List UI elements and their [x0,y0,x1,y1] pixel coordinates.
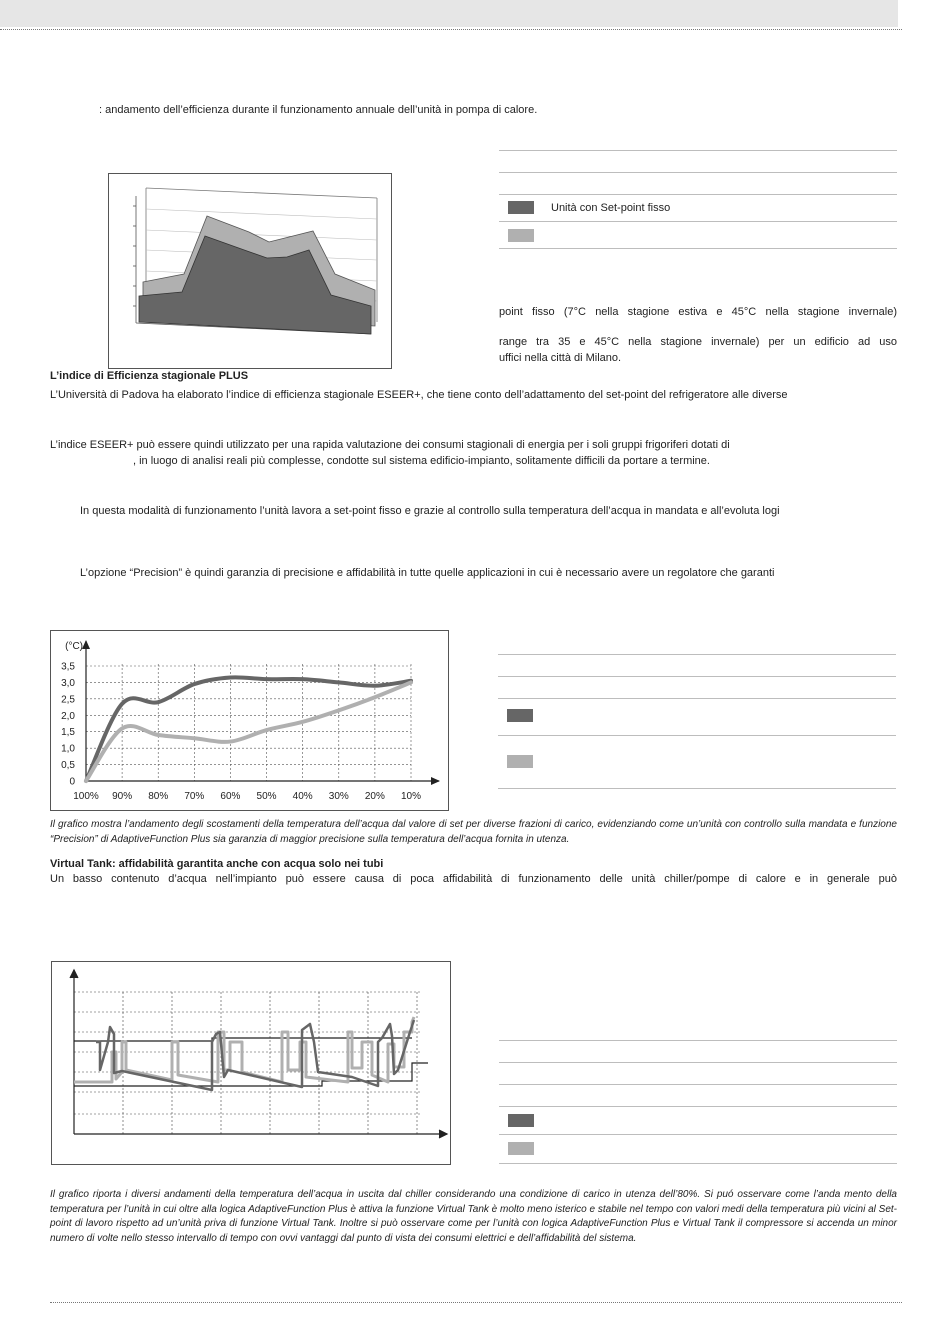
chart2-y-tick: 1,5 [61,727,75,739]
legend2-rule [498,735,896,736]
chart2-x-tick: 60% [220,791,241,802]
section1-para2-line2: , in luogo di analisi reali più complesse, condotte sul sistema edificio-impianto, solitamente difficili da portare a termine. [133,455,710,467]
section1-para3: In questa modalità di funzionamento l’unità lavora a set-point fisso e grazie al controllo sulla temperatura dell’acqua in mandata e all’evoluta logi [80,505,780,517]
legend3-rule [499,1106,897,1107]
chart2-x-arrow [431,777,440,785]
chart2-x-tick: 10% [400,791,422,802]
header-divider [0,29,902,30]
chart2-y-tick: 2,0 [61,710,75,722]
chart2-y-arrow [82,640,90,649]
section1-para1: L’Università di Padova ha elaborato l’indice di efficienza stagionale ESEER+, che tiene conto dell’adattamento del set-point del refrigeratore alle diverse [50,389,788,401]
legend1-rule [499,172,897,173]
chart2-x-tick: 40% [292,791,313,802]
chart2-y-tick: 2,5 [61,694,75,706]
chart3-dark-series [96,1020,414,1090]
legend2-rule [498,788,896,789]
virtual-tank-chart [51,961,451,1165]
intro-caption: : andamento dell’efficienza durante il funzionamento annuale dell’unità in pompa di calore. [99,104,538,116]
legend3-rule [499,1062,897,1063]
legend1-item1: Unità con Set-point fisso [551,202,671,214]
chart3-caption: Il grafico riporta i diversi andamenti della temperatura dell’acqua in uscita dal chiller considerando una condizione di carico in utenza dell’80%. Si puó osservare come l’anda mento della temperatura per l’unità in cui oltre alla logica AdaptiveFunction Plus è attiva la funzione Virtual Tank è molto meno isterico e stabile nel tempo con valori medi della temperatura più vicini al Set-point di lavoro rispetto ad un’unità priva di funzione Virtual Tank. Inoltre si può osservare come per l’unità con logica AdaptiveFunction Plus e Virtual Tank il compressore si accenda un minor numero di volte nello stesso intervallo di tempo con ovvi vantaggi dal punto di vista dei consumi elettrici e dell’affidabilità del sistema. [50,1189,897,1244]
section2-heading: Virtual Tank: affidabilità garantita anche con acqua solo nei tubi [50,858,384,870]
chart2-x-tick: 20% [364,791,385,802]
chart2-x-tick: 80% [148,791,169,802]
chart2-series-dark [86,677,411,781]
section1-heading: L’indice di Efficienza stagionale PLUS [50,370,249,382]
section1-para2-line1: L’indice ESEER+ può essere quindi utilizzato per una rapida valutazione dei consumi stagionali di energia per i soli gruppi frigoriferi dotati di [50,439,730,451]
legend3-rule [499,1163,897,1164]
legend2-rule [498,654,896,655]
chart2-caption: Il grafico mostra l’andamento degli scostamenti della temperatura dell’acqua dal valore di set per diverse frazioni di carico, evidenziando come un’unità con controllo sulla mandata e funzione “Precision” di AdaptiveFunction Plus sia garanzia di maggior precisione sulla temperatura dell’acqua fornita in utenza. [50,819,897,845]
legend3-light-swatch [508,1142,534,1155]
legend1-rule [499,248,897,249]
legend1-rule [499,221,897,222]
chart2-y-label: (°C) [65,641,83,652]
legend1-dark-swatch [508,201,534,214]
chart2-x-tick: 100% [73,791,99,802]
chart2-x-tick: 50% [256,791,277,802]
precision-line-chart [50,630,449,811]
chart2-y-tick: 3,0 [61,677,75,689]
legend2-light-swatch [507,755,533,768]
legend1-rule [499,150,897,151]
legend1-light-swatch [508,229,534,242]
section2-para1: Un basso contenuto d’acqua nell’impianto può essere causa di poca affidabilità di funzionamento delle unità chiller/pompe di calore e in generale può [50,873,897,885]
legend1-rule [499,194,897,195]
legend3-rule [499,1134,897,1135]
chart2-x-tick: 90% [112,791,133,802]
legend2-rule [498,698,896,699]
legend3-rule [499,1040,897,1041]
chart2-y-tick: 0 [69,776,75,788]
chart2-y-tick: 1,0 [61,743,75,755]
efficiency-area-chart [108,173,392,369]
side-text-line2: range tra 35 e 45°C nella stagione invernale) per un edificio ad uso [499,336,897,348]
chart2-x-tick: 30% [328,791,349,802]
legend2-rule [498,676,896,677]
side-text-line1: point fisso (7°C nella stagione estiva e 45°C nella stagione invernale) [499,306,897,318]
footer-divider [50,1302,902,1303]
side-text-line3: uffici nella città di Milano. [499,352,622,364]
legend3-dark-swatch [508,1114,534,1127]
legend2-dark-swatch [507,709,533,722]
chart2-y-tick: 3,5 [61,661,75,673]
legend3-rule [499,1084,897,1085]
chart2-x-tick: 70% [184,791,205,802]
page-header-bar [0,0,898,27]
section1-para4: L’opzione “Precision” è quindi garanzia di precisione e affidabilità in tutte quelle applicazioni in cui è necessario avere un regolatore che garanti [80,567,775,579]
chart2-y-tick: 0,5 [61,760,75,772]
axis-back-top [146,188,377,198]
